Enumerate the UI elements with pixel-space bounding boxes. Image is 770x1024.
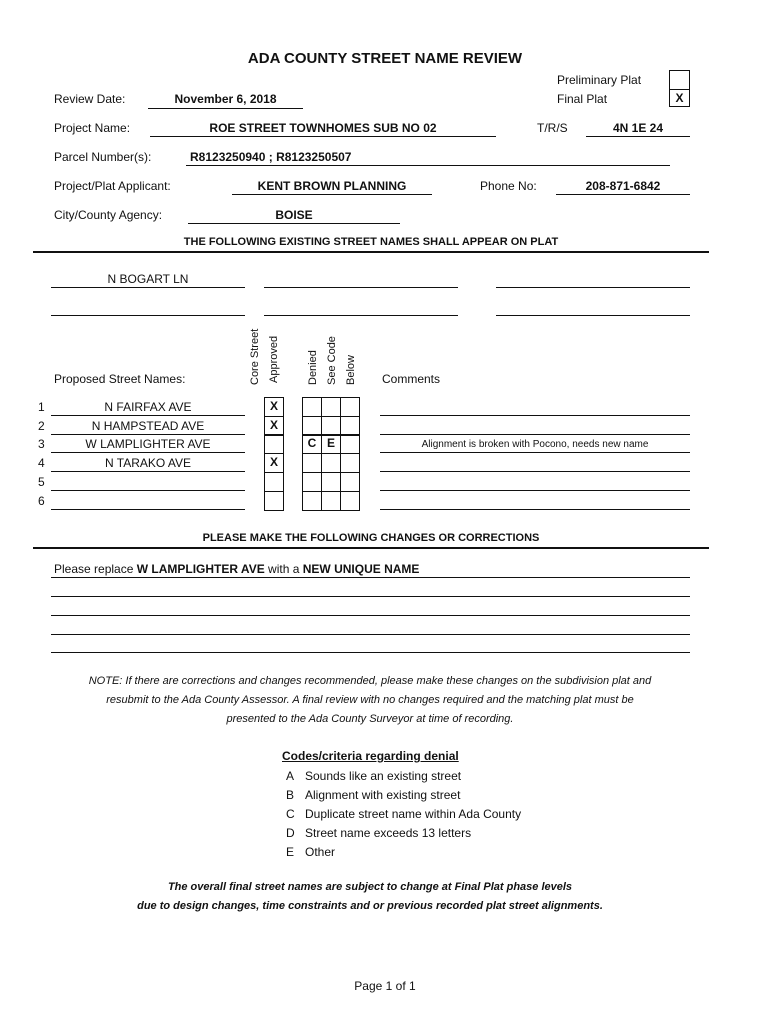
changes-line (51, 634, 690, 635)
code-description: Street name exceeds 13 letters (305, 826, 472, 840)
see-code-checkbox[interactable] (321, 472, 341, 492)
denied-checkbox[interactable] (302, 416, 322, 436)
existing-street-line (496, 315, 690, 316)
section-divider (33, 547, 709, 549)
proposed-street-line (51, 415, 245, 416)
see-code-checkbox[interactable] (321, 397, 341, 417)
preliminary-plat-checkbox[interactable] (669, 70, 690, 90)
note-line-3: presented to the Ada County Surveyor at time of recording. (226, 713, 514, 725)
code-description: Duplicate street name within Ada County (305, 807, 522, 821)
below-checkbox[interactable] (340, 434, 360, 454)
below-checkbox[interactable] (340, 472, 360, 492)
parcel-value[interactable]: R8123250940 ; R8123250507 (190, 150, 352, 164)
approved-checkbox[interactable]: X (264, 416, 284, 436)
applicant-underline (232, 194, 432, 195)
phone-label: Phone No: (480, 179, 537, 193)
existing-street-line (264, 287, 458, 288)
existing-street-line (496, 287, 690, 288)
applicant-label: Project/Plat Applicant: (54, 179, 171, 193)
trs-value[interactable]: 4N 1E 24 (612, 121, 664, 135)
denied-checkbox[interactable] (302, 491, 322, 511)
denied-checkbox[interactable] (302, 397, 322, 417)
col-core-street: Core Street (249, 328, 261, 385)
page-title: ADA COUNTY STREET NAME REVIEW (247, 50, 523, 67)
approved-checkbox[interactable] (264, 472, 284, 492)
agency-value[interactable]: BOISE (275, 208, 313, 222)
trs-underline (586, 136, 690, 137)
proposed-street-line (51, 490, 245, 491)
comment-line (380, 415, 690, 416)
see-code-checkbox[interactable] (321, 491, 341, 511)
agency-label: City/County Agency: (54, 208, 163, 222)
existing-street-1[interactable]: N BOGART LN (107, 272, 189, 286)
parcel-underline (186, 165, 670, 166)
footer-note-line-1: The overall final street names are subject to change at Final Plat phase levels (167, 881, 573, 893)
comment-line (380, 490, 690, 491)
proposed-street-name[interactable]: W LAMPLIGHTER AVE (85, 437, 211, 451)
see-code-checkbox[interactable] (321, 416, 341, 436)
row-number: 4 (38, 456, 45, 470)
col-denied: Denied (307, 350, 319, 385)
code-letter: A (286, 769, 295, 783)
codes-heading: Codes/criteria regarding denial (282, 749, 459, 763)
denied-checkbox[interactable]: C (302, 434, 322, 454)
row-number: 6 (38, 494, 45, 508)
col-see-code: See Code (326, 336, 338, 385)
changes-line (51, 577, 690, 578)
below-checkbox[interactable] (340, 397, 360, 417)
phone-value[interactable]: 208-871-6842 (585, 179, 661, 193)
applicant-value[interactable]: KENT BROWN PLANNING (257, 179, 407, 193)
preliminary-plat-label: Preliminary Plat (557, 73, 642, 87)
project-name-underline (150, 136, 496, 137)
parcel-label: Parcel Number(s): (54, 150, 152, 164)
col-comments: Comments (382, 372, 441, 386)
proposed-street-line (51, 471, 245, 472)
changes-old-name: W LAMPLIGHTER AVE (136, 562, 265, 576)
approved-checkbox[interactable]: X (264, 397, 284, 417)
proposed-street-name[interactable]: N HAMPSTEAD AVE (91, 419, 205, 433)
final-plat-label: Final Plat (557, 92, 608, 106)
note-line-1: NOTE: If there are corrections and changes recommended, please make these changes on the subdivision plat and (88, 675, 652, 687)
code-description: Alignment with existing street (305, 788, 461, 802)
existing-street-line (51, 287, 245, 288)
review-date-label: Review Date: (54, 92, 126, 106)
below-checkbox[interactable] (340, 416, 360, 436)
proposed-street-name[interactable]: N FAIRFAX AVE (104, 400, 192, 414)
code-letter: D (286, 826, 295, 840)
changes-line (51, 596, 690, 597)
col-below: Below (345, 355, 357, 385)
final-plat-checkbox[interactable]: X (669, 89, 690, 107)
changes-prefix: Please replace (54, 562, 137, 576)
phone-underline (556, 194, 690, 195)
below-checkbox[interactable] (340, 453, 360, 473)
code-description: Sounds like an existing street (305, 769, 462, 783)
proposed-street-name[interactable]: N TARAKO AVE (104, 456, 192, 470)
project-name-value[interactable]: ROE STREET TOWNHOMES SUB NO 02 (209, 121, 437, 135)
comment-line (380, 452, 690, 453)
see-code-checkbox[interactable] (321, 453, 341, 473)
denied-checkbox[interactable] (302, 472, 322, 492)
changes-heading: PLEASE MAKE THE FOLLOWING CHANGES OR CORRECTIONS (202, 532, 540, 544)
row-number: 3 (38, 437, 45, 451)
approved-checkbox[interactable] (264, 434, 284, 454)
approved-checkbox[interactable]: X (264, 453, 284, 473)
trs-label: T/R/S (537, 121, 568, 135)
review-date-underline (148, 108, 303, 109)
approved-checkbox[interactable] (264, 491, 284, 511)
footer-note-line-2: due to design changes, time constraints and or previous recorded plat street alignments. (137, 900, 603, 912)
changes-line (51, 615, 690, 616)
denied-checkbox[interactable] (302, 453, 322, 473)
code-letter: C (286, 807, 295, 821)
existing-street-line (51, 315, 245, 316)
project-name-label: Project Name: (54, 121, 131, 135)
changes-new-name: NEW UNIQUE NAME (302, 562, 420, 576)
proposed-street-line (51, 509, 245, 510)
comment-line (380, 434, 690, 435)
proposed-label: Proposed Street Names: (54, 372, 186, 386)
agency-underline (188, 223, 400, 224)
see-code-checkbox[interactable]: E (321, 434, 341, 454)
changes-line (51, 652, 690, 653)
code-description: Other (305, 845, 336, 859)
page-number: Page 1 of 1 (354, 979, 416, 993)
changes-line-1[interactable] (54, 562, 419, 576)
code-letter: B (286, 788, 295, 802)
comment-line (380, 471, 690, 472)
proposed-street-line (51, 452, 245, 453)
note-line-2: resubmit to the Ada County Assessor. A final review with no changes required and the matching plat must be (106, 694, 634, 706)
existing-street-line (264, 315, 458, 316)
code-letter: E (286, 845, 295, 859)
proposed-street-line (51, 434, 245, 435)
below-checkbox[interactable] (340, 491, 360, 511)
section-divider (33, 251, 709, 253)
row-number: 5 (38, 475, 45, 489)
review-date-value[interactable]: November 6, 2018 (174, 92, 277, 106)
comment-line (380, 509, 690, 510)
existing-streets-heading: THE FOLLOWING EXISTING STREET NAMES SHALL APPEAR ON PLAT (183, 236, 559, 248)
comment-field[interactable]: Alignment is broken with Pocono, needs new name (421, 439, 649, 450)
row-number: 1 (38, 400, 45, 414)
col-approved: Approved (268, 335, 280, 383)
changes-mid: with a (264, 562, 303, 576)
row-number: 2 (38, 419, 45, 433)
